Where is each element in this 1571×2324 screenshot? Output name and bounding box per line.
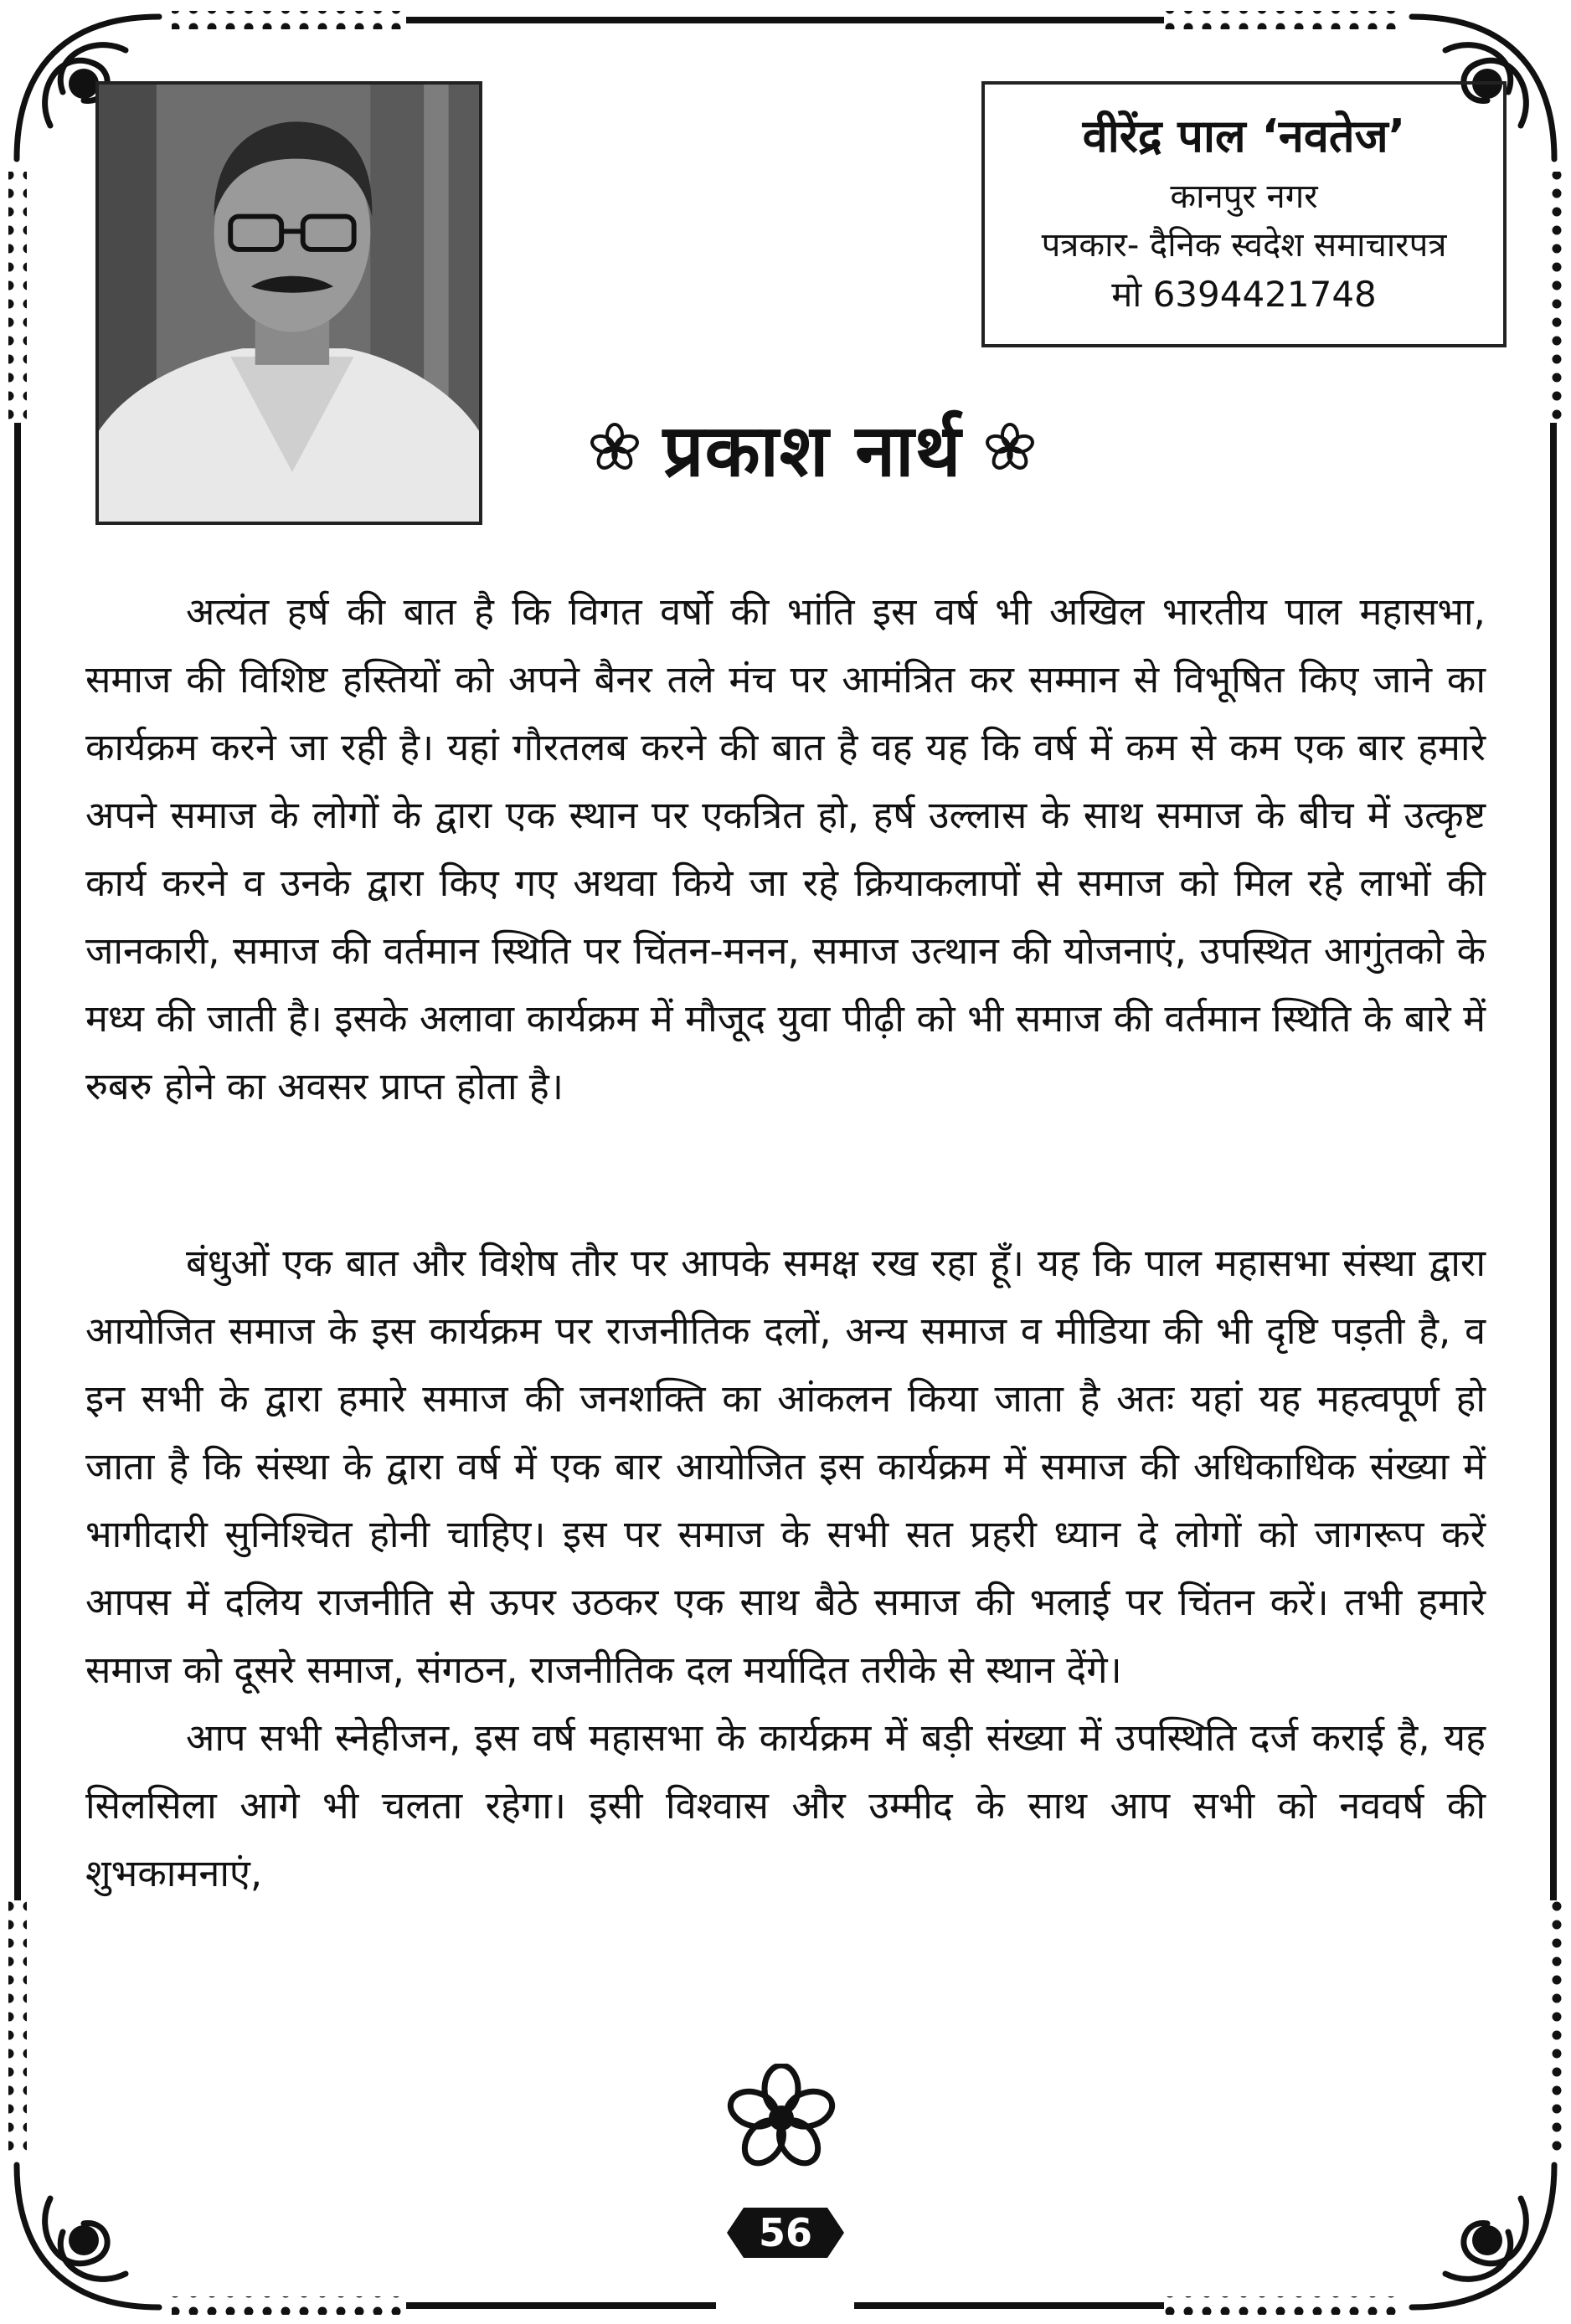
paragraph: बंधुओं एक बात और विशेष तौर पर आपके समक्ष रख रहा हूँ। यह कि पाल महासभा संस्था द्वारा आयोजित समाज के इस कार्यक्रम पर राजनीतिक दलों, अन्य समाज व मीडिया की भी दृष्टि पड़ती है, व इन सभी के द्वारा हमारे समाज की जनशक्ति का आंकलन किया जाता है अतः यहां यह महत्वपूर्ण हो जाता है कि संस्था के द्वारा वर्ष में एक बार आयोजित इस कार्यक्रम में समाज की अधिकाधिक संख्या में भागीदारी सुनिश्चित होनी चाहिए। इस पर समाज के सभी सत प्रहरी ध्यान दे लोगों को जागरूप करें आपस में दलिय राजनीति से ऊपर उठकर एक साथ बैठे समाज की भलाई पर चिंतन करें। तभी हमारे समाज को दूसरे समाज, संगठन, राजनीतिक दल मर्यादित तरीके से स्थान देंगे। — [85, 1241, 1486, 1692]
page-number-badge — [727, 2203, 844, 2262]
flower-icon — [590, 423, 640, 473]
author-phone: मो 6394421748 — [1111, 274, 1377, 315]
author-photo — [95, 81, 482, 525]
author-info-box — [981, 81, 1507, 347]
flower-ornament-icon — [727, 2064, 836, 2172]
page-title: प्रकाश नार्थ — [662, 409, 962, 493]
paragraph: आप सभी स्नेहीजन, इस वर्ष महासभा के कार्यक्रम में बड़ी संख्या में उपस्थिति दर्ज कराई है, यह सिलसिला आगे भी चलता रहेगा। इसी विश्वास और उम्मीद के साथ आप सभी को नववर्ष की शुभकामनाएं, — [85, 1715, 1486, 1895]
author-name: वीरेंद्र पाल ‘नवतेज’ — [1082, 110, 1406, 162]
paragraph: अत्यंत हर्ष की बात है कि विगत वर्षो की भांति इस वर्ष भी अखिल भारतीय पाल महासभा, समाज की विशिष्ट हस्तियों को अपने बैनर तले मंच पर आमंत्रित कर सम्मान से विभूषित किए जाने का कार्यक्रम करने जा रही है। यहां गौरतलब करने की बात है वह यह कि वर्ष में कम से कम एक बार हमारे अपने समाज के लोगों के द्वारा एक स्थान पर एकत्रित हो, हर्ष उल्लास के साथ समाज के बीच में उत्कृष्ट कार्य करने व उनके द्वारा किए गए अथवा किये जा रहे क्रियाकलापों से समाज को मिल रहे लाभों की जानकारी, समाज की वर्तमान स्थिति पर चिंतन-मनन, समाज उत्थान की योजनाएं, उपस्थित आगुंतको के मध्य की जाती है। इसके अलावा कार्यक्रम में मौजूद युवा पीढ़ी को भी समाज की वर्तमान स्थिति के बारे में रुबरु होने का अवसर प्राप्त होता है। — [85, 589, 1486, 1108]
article-body — [85, 578, 1486, 1907]
page-title-row — [502, 393, 1122, 502]
author-role: पत्रकार- दैनिक स्वदेश समाचारपत्र — [1041, 226, 1447, 265]
flower-icon — [985, 423, 1035, 473]
author-city: कानपुर नगर — [1170, 177, 1318, 216]
page-number: 56 — [758, 2210, 812, 2255]
